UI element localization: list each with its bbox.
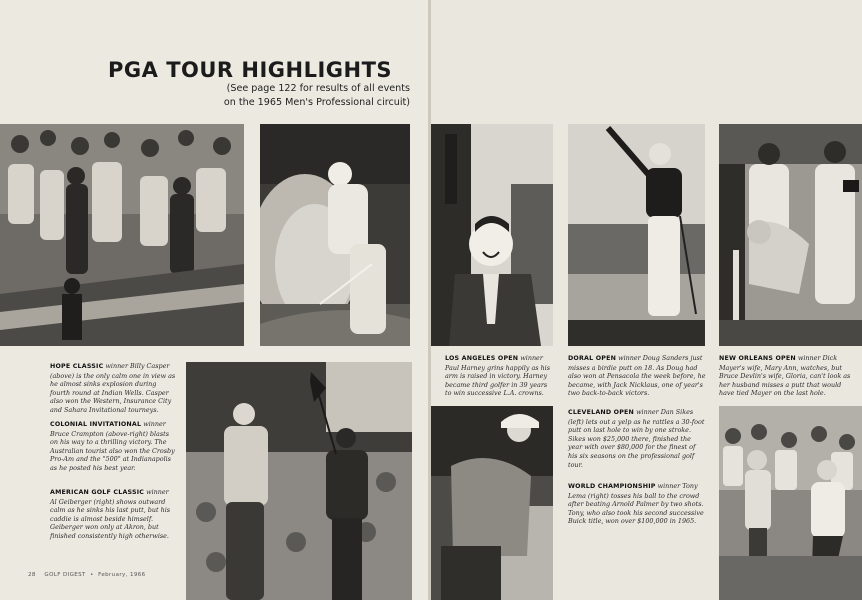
caption-los-angeles-open — [445, 354, 553, 398]
caption-american-classic-event: AMERICAN GOLF CLASSIC — [50, 489, 145, 496]
caption-colonial-text: winner Bruce Crampton (above-right) blasts on his way to a thrilling victory. The Australian tourist also won the Crosby Pro-Am and the "500" at Indianapolis as he posted his best year. — [50, 420, 175, 472]
caption-world-championship-text: winner Tony Lema (right) tosses his ball to the crowd after beating Arnold Palmer by two shots. Tony, who also took his second successive Buick title, won over $100,000 in 1965. — [568, 482, 704, 526]
caption-american-classic — [50, 488, 176, 541]
caption-los-angeles-open-event: LOS ANGELES OPEN — [445, 355, 519, 362]
caption-cleveland-open — [568, 408, 706, 469]
caption-hope-classic — [50, 362, 176, 415]
photo-doral-open — [568, 124, 705, 346]
photo-cleveland-open — [431, 406, 553, 600]
subtitle-line-2: on the 1965 Men's Professional circuit) — [223, 97, 410, 108]
caption-new-orleans-open-event: NEW ORLEANS OPEN — [719, 355, 796, 362]
subtitle-line-1: (See page 122 for results of all events — [226, 83, 410, 94]
photo-new-orleans-open — [719, 124, 862, 346]
caption-hope-classic-text: winner Billy Casper (above) is the only calm one in view as he almost sinks explosion during fourth round at Indian Wells. Casper also won the Western, Insurance City and Sahara Invitational tourneys. — [50, 362, 176, 414]
photo-colonial-bunker-shot — [260, 124, 410, 346]
caption-world-championship — [568, 482, 706, 526]
folio-issue: February, 1966 — [98, 572, 146, 578]
caption-new-orleans-open-text: winner Dick Mayer's wife, Mary Ann, watches, but Bruce Devlin's wife, Gloria, can't look as her husband misses a putt that would have tied Mayer on the last hole. — [719, 354, 851, 398]
caption-los-angeles-open-text: winner Paul Harney grins happily as his arm is raised in victory. Harney became third golfer in 39 years to win successive L.A. crowns. — [445, 354, 551, 398]
photo-world-championship — [719, 406, 862, 600]
folio — [28, 572, 146, 578]
caption-hope-classic-event: HOPE CLASSIC — [50, 363, 104, 370]
caption-doral-open — [568, 354, 706, 398]
caption-doral-open-text: winner Doug Sanders just misses a birdie putt on 18. As Doug had also won at Pensacola the week before, he became, with Jack Nicklaus, one of year's two back-to-back victors. — [568, 354, 706, 398]
folio-page-number: 28 — [28, 572, 36, 578]
photo-american-classic-putt — [186, 362, 412, 600]
photo-hope-classic-crowd — [0, 124, 244, 346]
caption-american-classic-text: winner Al Geiberger (right) shows outward calm as he sinks his last putt, but his caddie is almost beside himself. Geiberger won only at Akron, but finished consistently high otherwise. — [50, 488, 171, 540]
photo-los-angeles-open — [431, 124, 553, 346]
folio-separator: • — [90, 572, 94, 578]
caption-colonial-event: COLONIAL INVITATIONAL — [50, 421, 142, 428]
left-page — [0, 0, 428, 600]
caption-doral-open-event: DORAL OPEN — [568, 355, 617, 362]
caption-cleveland-open-text: winner Dan Sikes (left) lets out a yelp as he rattles a 30-foot putt on last hole to win by one stroke. Sikes won $25,000 there, finished the year with over $80,000 for the finest of his six seasons on the professional golf tour. — [568, 408, 705, 469]
right-page — [431, 0, 862, 600]
caption-new-orleans-open — [719, 354, 857, 398]
caption-colonial — [50, 420, 176, 473]
page-subtitle — [190, 82, 410, 110]
folio-magazine: GOLF DIGEST — [44, 572, 86, 578]
caption-cleveland-open-event: CLEVELAND OPEN — [568, 409, 635, 416]
page-title: PGA TOUR HIGHLIGHTS — [108, 58, 393, 82]
caption-world-championship-event: WORLD CHAMPIONSHIP — [568, 483, 656, 490]
